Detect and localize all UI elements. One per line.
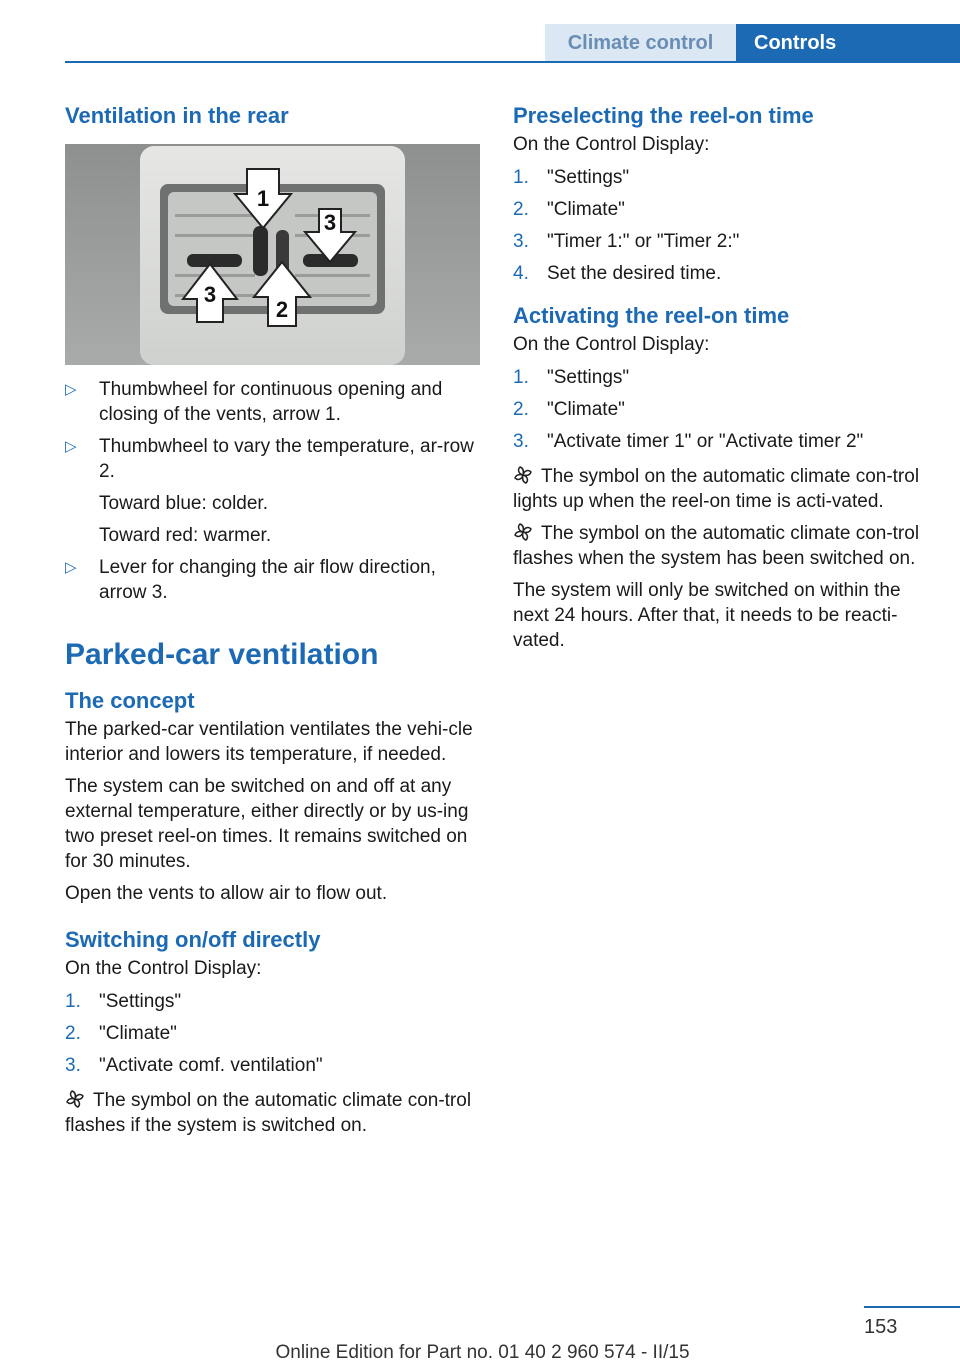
- preselect-intro: On the Control Display:: [513, 134, 710, 155]
- switch-heading: Switching on/off directly: [65, 927, 321, 952]
- activate-note-1: The symbol on the automatic climate con-trol lights up when the reel-on time is acti-vated.: [513, 466, 920, 512]
- header-section-tab: Climate control: [545, 24, 736, 62]
- bullet-triangle-icon: ▷: [65, 381, 77, 398]
- ventilation-fan-icon: [513, 465, 533, 485]
- list-item: 2. "Climate": [513, 199, 625, 220]
- preselect-steps: [513, 165, 933, 286]
- list-item: 3. "Timer 1:" or "Timer 2:": [513, 231, 740, 252]
- activate-note-2: The symbol on the automatic climate con-trol flashes when the system has been switched on.: [513, 523, 920, 569]
- header-rule: [65, 61, 960, 63]
- switch-note: The symbol on the automatic climate con-trol flashes if the system is switched on.: [65, 1090, 472, 1136]
- concept-paragraph-3: Open the vents to allow air to flow out.: [65, 883, 388, 904]
- vent-controls-list-cont: [65, 555, 475, 605]
- list-item: 1. "Settings": [513, 167, 630, 188]
- activate-note-3: The system will only be switched on within the next 24 hours. After that, it needs to be reacti-vated.: [513, 580, 901, 651]
- list-item: 2. "Climate": [513, 399, 625, 420]
- list-item: ▷ Thumbwheel to vary the temperature, ar-row 2.: [65, 436, 474, 482]
- ventilation-fan-icon: [513, 522, 533, 542]
- edition-line: Online Edition for Part no. 01 40 2 960 574 - II/15: [275, 1342, 690, 1362]
- page-number: 153: [864, 1316, 898, 1338]
- header-chapter-tab: Controls: [736, 24, 960, 62]
- list-item: 3. "Activate comf. ventilation": [65, 1055, 323, 1076]
- switch-steps: [65, 989, 475, 1078]
- temperature-red-note: Toward red: warmer.: [99, 525, 272, 546]
- bullet-triangle-icon: ▷: [65, 559, 77, 576]
- temperature-blue-note: Toward blue: colder.: [99, 493, 268, 514]
- list-item: 3. "Activate timer 1" or "Activate timer 2": [513, 431, 864, 452]
- concept-paragraph-1: The parked-car ventilation ventilates the vehi-cle interior and lowers its temperature, if needed.: [65, 719, 473, 765]
- image-label-2: 2: [275, 297, 289, 322]
- activate-steps: [513, 365, 933, 454]
- rear-vent-photo: [65, 144, 480, 365]
- list-item: 4. Set the desired time.: [513, 263, 722, 284]
- concept-paragraph-2: The system can be switched on and off at any external temperature, either directly or by us-ing two preset reel-on times. It remains switched on for 30 minutes.: [65, 776, 469, 872]
- preselect-heading: Preselecting the reel-on time: [513, 103, 814, 128]
- list-item: 2. "Climate": [65, 1023, 177, 1044]
- right-column: [513, 100, 933, 660]
- activate-intro: On the Control Display:: [513, 334, 710, 355]
- bullet-triangle-icon: ▷: [65, 438, 77, 455]
- image-label-1: 1: [256, 186, 270, 211]
- list-item: 1. "Settings": [513, 367, 630, 388]
- vent-controls-list: [65, 377, 475, 484]
- concept-heading: The concept: [65, 688, 195, 713]
- footer-rule: [864, 1306, 960, 1308]
- list-item: 1. "Settings": [65, 991, 182, 1012]
- left-column: [65, 100, 475, 1145]
- image-label-3-right: 3: [323, 210, 337, 235]
- list-item: ▷ Thumbwheel for continuous opening and closing of the vents, arrow 1.: [65, 379, 443, 425]
- switch-intro: On the Control Display:: [65, 958, 262, 979]
- ventilation-fan-icon: [65, 1089, 85, 1109]
- activate-heading: Activating the reel-on time: [513, 303, 790, 328]
- ventilation-rear-heading: Ventilation in the rear: [65, 103, 289, 128]
- list-item: ▷ Lever for changing the air flow direction, arrow 3.: [65, 557, 436, 603]
- parked-car-heading: Parked-car ventilation: [65, 638, 379, 671]
- image-label-3-left: 3: [203, 282, 217, 307]
